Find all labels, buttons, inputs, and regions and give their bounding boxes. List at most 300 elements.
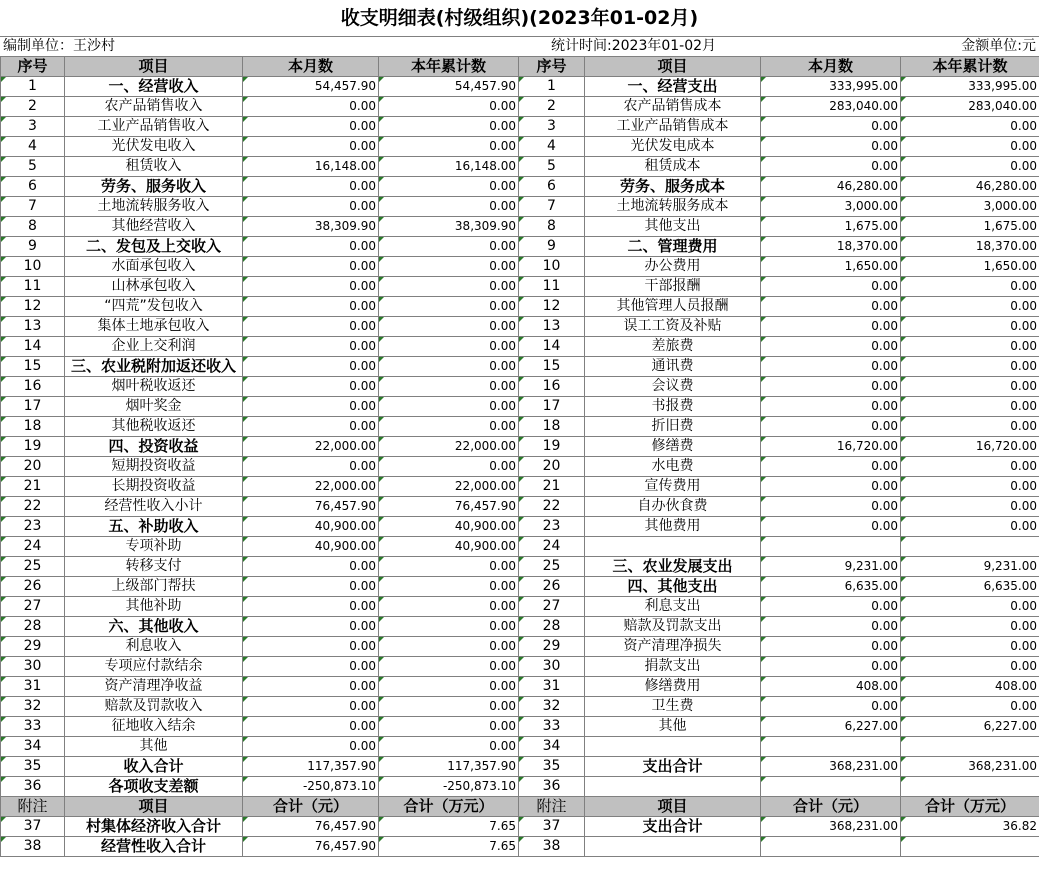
income-month-cell[interactable]: 40,900.00 — [243, 517, 379, 537]
expense-month-cell[interactable]: 46,280.00 — [761, 177, 901, 197]
income-item-cell[interactable]: 转移支付 — [65, 557, 243, 577]
expense-item-cell[interactable]: 租赁成本 — [585, 157, 761, 177]
expense-ytd-cell[interactable]: 408.00 — [901, 677, 1039, 697]
income-ytd-cell[interactable]: 40,900.00 — [379, 517, 519, 537]
expense-item-cell[interactable]: 宣传费用 — [585, 477, 761, 497]
expense-month-cell[interactable]: 0.00 — [761, 377, 901, 397]
expense-seq-cell[interactable]: 11 — [519, 277, 585, 297]
expense-seq-cell[interactable]: 36 — [519, 777, 585, 797]
expense-item-cell[interactable]: 赔款及罚款支出 — [585, 617, 761, 637]
annex-income-wan-cell[interactable]: 7.65 — [379, 817, 519, 837]
income-seq-cell[interactable]: 15 — [1, 357, 65, 377]
income-seq-cell[interactable]: 35 — [1, 757, 65, 777]
income-ytd-cell[interactable]: 0.00 — [379, 297, 519, 317]
income-seq-cell[interactable]: 14 — [1, 337, 65, 357]
income-month-cell[interactable]: 0.00 — [243, 417, 379, 437]
income-seq-cell[interactable]: 24 — [1, 537, 65, 557]
income-month-cell[interactable]: 0.00 — [243, 257, 379, 277]
income-seq-cell[interactable]: 5 — [1, 157, 65, 177]
expense-seq-cell[interactable]: 29 — [519, 637, 585, 657]
annex-income-seq-cell[interactable]: 38 — [1, 837, 65, 857]
expense-item-cell[interactable]: 干部报酬 — [585, 277, 761, 297]
expense-item-cell[interactable]: 农产品销售成本 — [585, 97, 761, 117]
income-ytd-cell[interactable]: 76,457.90 — [379, 497, 519, 517]
expense-ytd-cell[interactable]: 283,040.00 — [901, 97, 1039, 117]
income-seq-cell[interactable]: 30 — [1, 657, 65, 677]
expense-seq-cell[interactable]: 21 — [519, 477, 585, 497]
income-item-cell[interactable]: 烟叶税收返还 — [65, 377, 243, 397]
income-seq-cell[interactable]: 19 — [1, 437, 65, 457]
expense-seq-cell[interactable]: 13 — [519, 317, 585, 337]
income-item-cell[interactable]: 土地流转服务收入 — [65, 197, 243, 217]
income-item-cell[interactable]: 农产品销售收入 — [65, 97, 243, 117]
income-month-cell[interactable]: 0.00 — [243, 637, 379, 657]
expense-seq-cell[interactable]: 26 — [519, 577, 585, 597]
income-ytd-cell[interactable]: 54,457.90 — [379, 77, 519, 97]
income-month-cell[interactable]: 0.00 — [243, 677, 379, 697]
expense-month-cell[interactable]: 0.00 — [761, 517, 901, 537]
income-seq-cell[interactable]: 31 — [1, 677, 65, 697]
income-ytd-cell[interactable]: 0.00 — [379, 177, 519, 197]
expense-item-cell[interactable]: 卫生费 — [585, 697, 761, 717]
income-seq-cell[interactable]: 26 — [1, 577, 65, 597]
income-month-cell[interactable]: -250,873.10 — [243, 777, 379, 797]
expense-ytd-cell[interactable]: 16,720.00 — [901, 437, 1039, 457]
expense-month-cell[interactable]: 0.00 — [761, 397, 901, 417]
expense-ytd-cell[interactable]: 0.00 — [901, 517, 1039, 537]
expense-ytd-cell[interactable]: 1,675.00 — [901, 217, 1039, 237]
income-ytd-cell[interactable]: 0.00 — [379, 377, 519, 397]
income-month-cell[interactable]: 0.00 — [243, 277, 379, 297]
expense-ytd-cell[interactable]: 0.00 — [901, 377, 1039, 397]
income-item-cell[interactable]: 其他 — [65, 737, 243, 757]
income-item-cell[interactable]: 山林承包收入 — [65, 277, 243, 297]
expense-item-cell[interactable]: 办公费用 — [585, 257, 761, 277]
expense-ytd-cell[interactable] — [901, 777, 1039, 797]
income-seq-cell[interactable]: 9 — [1, 237, 65, 257]
income-item-cell[interactable]: 其他税收返还 — [65, 417, 243, 437]
income-item-cell[interactable]: 五、补助收入 — [65, 517, 243, 537]
income-month-cell[interactable]: 0.00 — [243, 317, 379, 337]
expense-month-cell[interactable]: 0.00 — [761, 317, 901, 337]
income-seq-cell[interactable]: 22 — [1, 497, 65, 517]
expense-ytd-cell[interactable]: 333,995.00 — [901, 77, 1039, 97]
expense-month-cell[interactable]: 0.00 — [761, 637, 901, 657]
expense-seq-cell[interactable]: 30 — [519, 657, 585, 677]
income-ytd-cell[interactable]: 0.00 — [379, 697, 519, 717]
expense-item-cell[interactable]: 误工工资及补贴 — [585, 317, 761, 337]
expense-item-cell[interactable] — [585, 537, 761, 557]
expense-item-cell[interactable]: 二、管理费用 — [585, 237, 761, 257]
expense-month-cell[interactable]: 18,370.00 — [761, 237, 901, 257]
expense-item-cell[interactable]: 差旅费 — [585, 337, 761, 357]
expense-month-cell[interactable] — [761, 737, 901, 757]
income-ytd-cell[interactable]: 0.00 — [379, 397, 519, 417]
income-ytd-cell[interactable]: 0.00 — [379, 577, 519, 597]
income-month-cell[interactable]: 22,000.00 — [243, 437, 379, 457]
income-ytd-cell[interactable]: 0.00 — [379, 557, 519, 577]
expense-month-cell[interactable]: 0.00 — [761, 697, 901, 717]
income-ytd-cell[interactable]: 16,148.00 — [379, 157, 519, 177]
expense-ytd-cell[interactable]: 6,227.00 — [901, 717, 1039, 737]
income-seq-cell[interactable]: 3 — [1, 117, 65, 137]
expense-seq-cell[interactable]: 34 — [519, 737, 585, 757]
income-item-cell[interactable]: 长期投资收益 — [65, 477, 243, 497]
income-ytd-cell[interactable]: -250,873.10 — [379, 777, 519, 797]
expense-month-cell[interactable]: 283,040.00 — [761, 97, 901, 117]
expense-ytd-cell[interactable]: 1,650.00 — [901, 257, 1039, 277]
expense-seq-cell[interactable]: 1 — [519, 77, 585, 97]
income-month-cell[interactable]: 0.00 — [243, 397, 379, 417]
expense-item-cell[interactable]: 劳务、服务成本 — [585, 177, 761, 197]
income-item-cell[interactable]: 专项补助 — [65, 537, 243, 557]
income-item-cell[interactable]: 利息收入 — [65, 637, 243, 657]
expense-item-cell[interactable]: 其他 — [585, 717, 761, 737]
expense-seq-cell[interactable]: 3 — [519, 117, 585, 137]
income-seq-cell[interactable]: 16 — [1, 377, 65, 397]
expense-ytd-cell[interactable]: 3,000.00 — [901, 197, 1039, 217]
expense-ytd-cell[interactable]: 6,635.00 — [901, 577, 1039, 597]
expense-item-cell[interactable]: 光伏发电成本 — [585, 137, 761, 157]
expense-month-cell[interactable]: 0.00 — [761, 297, 901, 317]
expense-seq-cell[interactable]: 23 — [519, 517, 585, 537]
income-month-cell[interactable]: 0.00 — [243, 697, 379, 717]
expense-item-cell[interactable]: 捐款支出 — [585, 657, 761, 677]
expense-item-cell[interactable]: 水电费 — [585, 457, 761, 477]
income-month-cell[interactable]: 0.00 — [243, 177, 379, 197]
income-item-cell[interactable]: 一、经营收入 — [65, 77, 243, 97]
income-seq-cell[interactable]: 27 — [1, 597, 65, 617]
annex-expense-seq-cell[interactable]: 37 — [519, 817, 585, 837]
expense-seq-cell[interactable]: 35 — [519, 757, 585, 777]
expense-item-cell[interactable]: 书报费 — [585, 397, 761, 417]
income-ytd-cell[interactable]: 0.00 — [379, 337, 519, 357]
income-ytd-cell[interactable]: 0.00 — [379, 117, 519, 137]
income-item-cell[interactable]: 资产清理净收益 — [65, 677, 243, 697]
expense-ytd-cell[interactable]: 18,370.00 — [901, 237, 1039, 257]
income-month-cell[interactable]: 0.00 — [243, 377, 379, 397]
income-item-cell[interactable]: 企业上交利润 — [65, 337, 243, 357]
expense-item-cell[interactable]: 资产清理净损失 — [585, 637, 761, 657]
income-month-cell[interactable]: 54,457.90 — [243, 77, 379, 97]
income-ytd-cell[interactable]: 0.00 — [379, 197, 519, 217]
expense-seq-cell[interactable]: 24 — [519, 537, 585, 557]
income-month-cell[interactable]: 0.00 — [243, 717, 379, 737]
income-item-cell[interactable]: 二、发包及上交收入 — [65, 237, 243, 257]
expense-ytd-cell[interactable]: 0.00 — [901, 697, 1039, 717]
income-seq-cell[interactable]: 36 — [1, 777, 65, 797]
expense-ytd-cell[interactable]: 0.00 — [901, 617, 1039, 637]
expense-month-cell[interactable]: 368,231.00 — [761, 757, 901, 777]
income-ytd-cell[interactable]: 0.00 — [379, 417, 519, 437]
income-month-cell[interactable]: 0.00 — [243, 737, 379, 757]
expense-seq-cell[interactable]: 33 — [519, 717, 585, 737]
income-item-cell[interactable]: 六、其他收入 — [65, 617, 243, 637]
income-seq-cell[interactable]: 34 — [1, 737, 65, 757]
income-ytd-cell[interactable]: 0.00 — [379, 137, 519, 157]
expense-seq-cell[interactable]: 14 — [519, 337, 585, 357]
expense-ytd-cell[interactable]: 0.00 — [901, 297, 1039, 317]
expense-ytd-cell[interactable]: 0.00 — [901, 277, 1039, 297]
expense-ytd-cell[interactable]: 0.00 — [901, 497, 1039, 517]
income-month-cell[interactable]: 0.00 — [243, 297, 379, 317]
expense-item-cell[interactable]: 其他管理人员报酬 — [585, 297, 761, 317]
expense-item-cell[interactable]: 修缮费用 — [585, 677, 761, 697]
annex-expense-item-cell[interactable] — [585, 837, 761, 857]
expense-seq-cell[interactable]: 8 — [519, 217, 585, 237]
expense-ytd-cell[interactable]: 0.00 — [901, 637, 1039, 657]
income-ytd-cell[interactable]: 0.00 — [379, 457, 519, 477]
income-month-cell[interactable]: 40,900.00 — [243, 537, 379, 557]
income-seq-cell[interactable]: 8 — [1, 217, 65, 237]
income-item-cell[interactable]: 经营性收入小计 — [65, 497, 243, 517]
expense-item-cell[interactable] — [585, 777, 761, 797]
expense-seq-cell[interactable]: 10 — [519, 257, 585, 277]
income-seq-cell[interactable]: 29 — [1, 637, 65, 657]
expense-seq-cell[interactable]: 28 — [519, 617, 585, 637]
expense-month-cell[interactable]: 1,675.00 — [761, 217, 901, 237]
income-month-cell[interactable]: 117,357.90 — [243, 757, 379, 777]
expense-seq-cell[interactable]: 25 — [519, 557, 585, 577]
expense-month-cell[interactable]: 0.00 — [761, 117, 901, 137]
expense-month-cell[interactable]: 0.00 — [761, 617, 901, 637]
expense-item-cell[interactable]: 一、经营支出 — [585, 77, 761, 97]
income-ytd-cell[interactable]: 0.00 — [379, 597, 519, 617]
expense-month-cell[interactable]: 333,995.00 — [761, 77, 901, 97]
expense-item-cell[interactable]: 利息支出 — [585, 597, 761, 617]
expense-month-cell[interactable]: 0.00 — [761, 277, 901, 297]
income-ytd-cell[interactable]: 0.00 — [379, 257, 519, 277]
expense-seq-cell[interactable]: 22 — [519, 497, 585, 517]
income-ytd-cell[interactable]: 117,357.90 — [379, 757, 519, 777]
income-seq-cell[interactable]: 7 — [1, 197, 65, 217]
income-seq-cell[interactable]: 6 — [1, 177, 65, 197]
expense-ytd-cell[interactable]: 368,231.00 — [901, 757, 1039, 777]
income-ytd-cell[interactable]: 0.00 — [379, 657, 519, 677]
annex-income-yuan-cell[interactable]: 76,457.90 — [243, 817, 379, 837]
annex-income-seq-cell[interactable]: 37 — [1, 817, 65, 837]
expense-month-cell[interactable]: 0.00 — [761, 497, 901, 517]
income-seq-cell[interactable]: 11 — [1, 277, 65, 297]
income-item-cell[interactable]: 赔款及罚款收入 — [65, 697, 243, 717]
expense-month-cell[interactable]: 6,227.00 — [761, 717, 901, 737]
expense-seq-cell[interactable]: 2 — [519, 97, 585, 117]
income-month-cell[interactable]: 0.00 — [243, 357, 379, 377]
annex-expense-yuan-cell[interactable]: 368,231.00 — [761, 817, 901, 837]
income-month-cell[interactable]: 0.00 — [243, 617, 379, 637]
expense-ytd-cell[interactable]: 0.00 — [901, 477, 1039, 497]
expense-item-cell[interactable]: 修缮费 — [585, 437, 761, 457]
income-ytd-cell[interactable]: 0.00 — [379, 237, 519, 257]
income-ytd-cell[interactable]: 0.00 — [379, 737, 519, 757]
annex-expense-wan-cell[interactable]: 36.82 — [901, 817, 1039, 837]
expense-ytd-cell[interactable]: 0.00 — [901, 657, 1039, 677]
income-ytd-cell[interactable]: 0.00 — [379, 97, 519, 117]
income-ytd-cell[interactable]: 38,309.90 — [379, 217, 519, 237]
income-month-cell[interactable]: 0.00 — [243, 137, 379, 157]
income-item-cell[interactable]: 劳务、服务收入 — [65, 177, 243, 197]
income-seq-cell[interactable]: 23 — [1, 517, 65, 537]
income-month-cell[interactable]: 0.00 — [243, 337, 379, 357]
income-seq-cell[interactable]: 13 — [1, 317, 65, 337]
expense-seq-cell[interactable]: 20 — [519, 457, 585, 477]
income-seq-cell[interactable]: 1 — [1, 77, 65, 97]
expense-ytd-cell[interactable]: 0.00 — [901, 137, 1039, 157]
expense-month-cell[interactable] — [761, 777, 901, 797]
annex-expense-yuan-cell[interactable] — [761, 837, 901, 857]
expense-seq-cell[interactable]: 12 — [519, 297, 585, 317]
income-seq-cell[interactable]: 33 — [1, 717, 65, 737]
expense-ytd-cell[interactable]: 0.00 — [901, 337, 1039, 357]
income-seq-cell[interactable]: 21 — [1, 477, 65, 497]
income-ytd-cell[interactable]: 0.00 — [379, 357, 519, 377]
expense-item-cell[interactable]: 工业产品销售成本 — [585, 117, 761, 137]
expense-ytd-cell[interactable]: 0.00 — [901, 357, 1039, 377]
income-item-cell[interactable]: 征地收入结余 — [65, 717, 243, 737]
expense-seq-cell[interactable]: 15 — [519, 357, 585, 377]
income-item-cell[interactable]: 上级部门帮扶 — [65, 577, 243, 597]
income-month-cell[interactable]: 0.00 — [243, 237, 379, 257]
income-month-cell[interactable]: 38,309.90 — [243, 217, 379, 237]
income-ytd-cell[interactable]: 0.00 — [379, 617, 519, 637]
income-item-cell[interactable]: 四、投资收益 — [65, 437, 243, 457]
income-ytd-cell[interactable]: 0.00 — [379, 277, 519, 297]
expense-ytd-cell[interactable] — [901, 537, 1039, 557]
income-seq-cell[interactable]: 25 — [1, 557, 65, 577]
income-item-cell[interactable]: 水面承包收入 — [65, 257, 243, 277]
expense-month-cell[interactable]: 0.00 — [761, 337, 901, 357]
income-seq-cell[interactable]: 18 — [1, 417, 65, 437]
expense-ytd-cell[interactable]: 0.00 — [901, 157, 1039, 177]
expense-item-cell[interactable]: 其他支出 — [585, 217, 761, 237]
income-month-cell[interactable]: 0.00 — [243, 577, 379, 597]
expense-item-cell[interactable]: 四、其他支出 — [585, 577, 761, 597]
income-seq-cell[interactable]: 2 — [1, 97, 65, 117]
income-ytd-cell[interactable]: 22,000.00 — [379, 437, 519, 457]
expense-month-cell[interactable]: 16,720.00 — [761, 437, 901, 457]
income-month-cell[interactable]: 0.00 — [243, 117, 379, 137]
expense-ytd-cell[interactable]: 0.00 — [901, 597, 1039, 617]
income-ytd-cell[interactable]: 22,000.00 — [379, 477, 519, 497]
expense-month-cell[interactable]: 0.00 — [761, 417, 901, 437]
expense-ytd-cell[interactable]: 0.00 — [901, 117, 1039, 137]
income-ytd-cell[interactable]: 40,900.00 — [379, 537, 519, 557]
expense-item-cell[interactable]: 三、农业发展支出 — [585, 557, 761, 577]
expense-month-cell[interactable]: 0.00 — [761, 657, 901, 677]
income-item-cell[interactable]: 烟叶奖金 — [65, 397, 243, 417]
expense-item-cell[interactable] — [585, 737, 761, 757]
expense-seq-cell[interactable]: 4 — [519, 137, 585, 157]
expense-month-cell[interactable]: 408.00 — [761, 677, 901, 697]
income-item-cell[interactable]: 其他经营收入 — [65, 217, 243, 237]
expense-item-cell[interactable]: 支出合计 — [585, 757, 761, 777]
income-seq-cell[interactable]: 28 — [1, 617, 65, 637]
income-ytd-cell[interactable]: 0.00 — [379, 317, 519, 337]
expense-item-cell[interactable]: 土地流转服务成本 — [585, 197, 761, 217]
expense-month-cell[interactable]: 6,635.00 — [761, 577, 901, 597]
income-seq-cell[interactable]: 10 — [1, 257, 65, 277]
expense-seq-cell[interactable]: 32 — [519, 697, 585, 717]
income-seq-cell[interactable]: 4 — [1, 137, 65, 157]
income-month-cell[interactable]: 0.00 — [243, 597, 379, 617]
expense-item-cell[interactable]: 会议费 — [585, 377, 761, 397]
expense-month-cell[interactable]: 0.00 — [761, 457, 901, 477]
income-item-cell[interactable]: 专项应付款结余 — [65, 657, 243, 677]
income-item-cell[interactable]: 工业产品销售收入 — [65, 117, 243, 137]
annex-expense-item-cell[interactable]: 支出合计 — [585, 817, 761, 837]
expense-month-cell[interactable]: 0.00 — [761, 137, 901, 157]
income-month-cell[interactable]: 22,000.00 — [243, 477, 379, 497]
expense-ytd-cell[interactable]: 0.00 — [901, 317, 1039, 337]
annex-expense-seq-cell[interactable]: 38 — [519, 837, 585, 857]
expense-month-cell[interactable]: 0.00 — [761, 157, 901, 177]
income-item-cell[interactable]: 其他补助 — [65, 597, 243, 617]
income-item-cell[interactable]: 集体土地承包收入 — [65, 317, 243, 337]
expense-month-cell[interactable]: 1,650.00 — [761, 257, 901, 277]
expense-month-cell[interactable]: 0.00 — [761, 357, 901, 377]
income-ytd-cell[interactable]: 0.00 — [379, 637, 519, 657]
expense-seq-cell[interactable]: 16 — [519, 377, 585, 397]
income-item-cell[interactable]: 租赁收入 — [65, 157, 243, 177]
expense-item-cell[interactable]: 其他费用 — [585, 517, 761, 537]
expense-month-cell[interactable]: 0.00 — [761, 597, 901, 617]
income-month-cell[interactable]: 0.00 — [243, 97, 379, 117]
income-item-cell[interactable]: “四荒”发包收入 — [65, 297, 243, 317]
expense-seq-cell[interactable]: 7 — [519, 197, 585, 217]
income-month-cell[interactable]: 76,457.90 — [243, 497, 379, 517]
expense-seq-cell[interactable]: 6 — [519, 177, 585, 197]
income-ytd-cell[interactable]: 0.00 — [379, 677, 519, 697]
expense-month-cell[interactable]: 9,231.00 — [761, 557, 901, 577]
expense-item-cell[interactable]: 折旧费 — [585, 417, 761, 437]
expense-ytd-cell[interactable]: 0.00 — [901, 457, 1039, 477]
annex-income-wan-cell[interactable]: 7.65 — [379, 837, 519, 857]
income-month-cell[interactable]: 0.00 — [243, 197, 379, 217]
expense-ytd-cell[interactable] — [901, 737, 1039, 757]
income-seq-cell[interactable]: 32 — [1, 697, 65, 717]
expense-seq-cell[interactable]: 5 — [519, 157, 585, 177]
expense-ytd-cell[interactable]: 0.00 — [901, 417, 1039, 437]
income-month-cell[interactable]: 0.00 — [243, 557, 379, 577]
income-month-cell[interactable]: 16,148.00 — [243, 157, 379, 177]
expense-month-cell[interactable] — [761, 537, 901, 557]
income-month-cell[interactable]: 0.00 — [243, 657, 379, 677]
expense-seq-cell[interactable]: 18 — [519, 417, 585, 437]
income-item-cell[interactable]: 各项收支差额 — [65, 777, 243, 797]
income-month-cell[interactable]: 0.00 — [243, 457, 379, 477]
annex-expense-wan-cell[interactable] — [901, 837, 1039, 857]
expense-ytd-cell[interactable]: 46,280.00 — [901, 177, 1039, 197]
expense-seq-cell[interactable]: 9 — [519, 237, 585, 257]
expense-seq-cell[interactable]: 27 — [519, 597, 585, 617]
expense-item-cell[interactable]: 自办伙食费 — [585, 497, 761, 517]
income-ytd-cell[interactable]: 0.00 — [379, 717, 519, 737]
annex-income-yuan-cell[interactable]: 76,457.90 — [243, 837, 379, 857]
income-item-cell[interactable]: 三、农业税附加返还收入 — [65, 357, 243, 377]
annex-income-item-cell[interactable]: 经营性收入合计 — [65, 837, 243, 857]
expense-ytd-cell[interactable]: 9,231.00 — [901, 557, 1039, 577]
income-seq-cell[interactable]: 12 — [1, 297, 65, 317]
expense-item-cell[interactable]: 通讯费 — [585, 357, 761, 377]
income-item-cell[interactable]: 收入合计 — [65, 757, 243, 777]
expense-seq-cell[interactable]: 17 — [519, 397, 585, 417]
expense-month-cell[interactable]: 3,000.00 — [761, 197, 901, 217]
income-seq-cell[interactable]: 20 — [1, 457, 65, 477]
income-seq-cell[interactable]: 17 — [1, 397, 65, 417]
expense-seq-cell[interactable]: 31 — [519, 677, 585, 697]
expense-month-cell[interactable]: 0.00 — [761, 477, 901, 497]
annex-income-item-cell[interactable]: 村集体经济收入合计 — [65, 817, 243, 837]
